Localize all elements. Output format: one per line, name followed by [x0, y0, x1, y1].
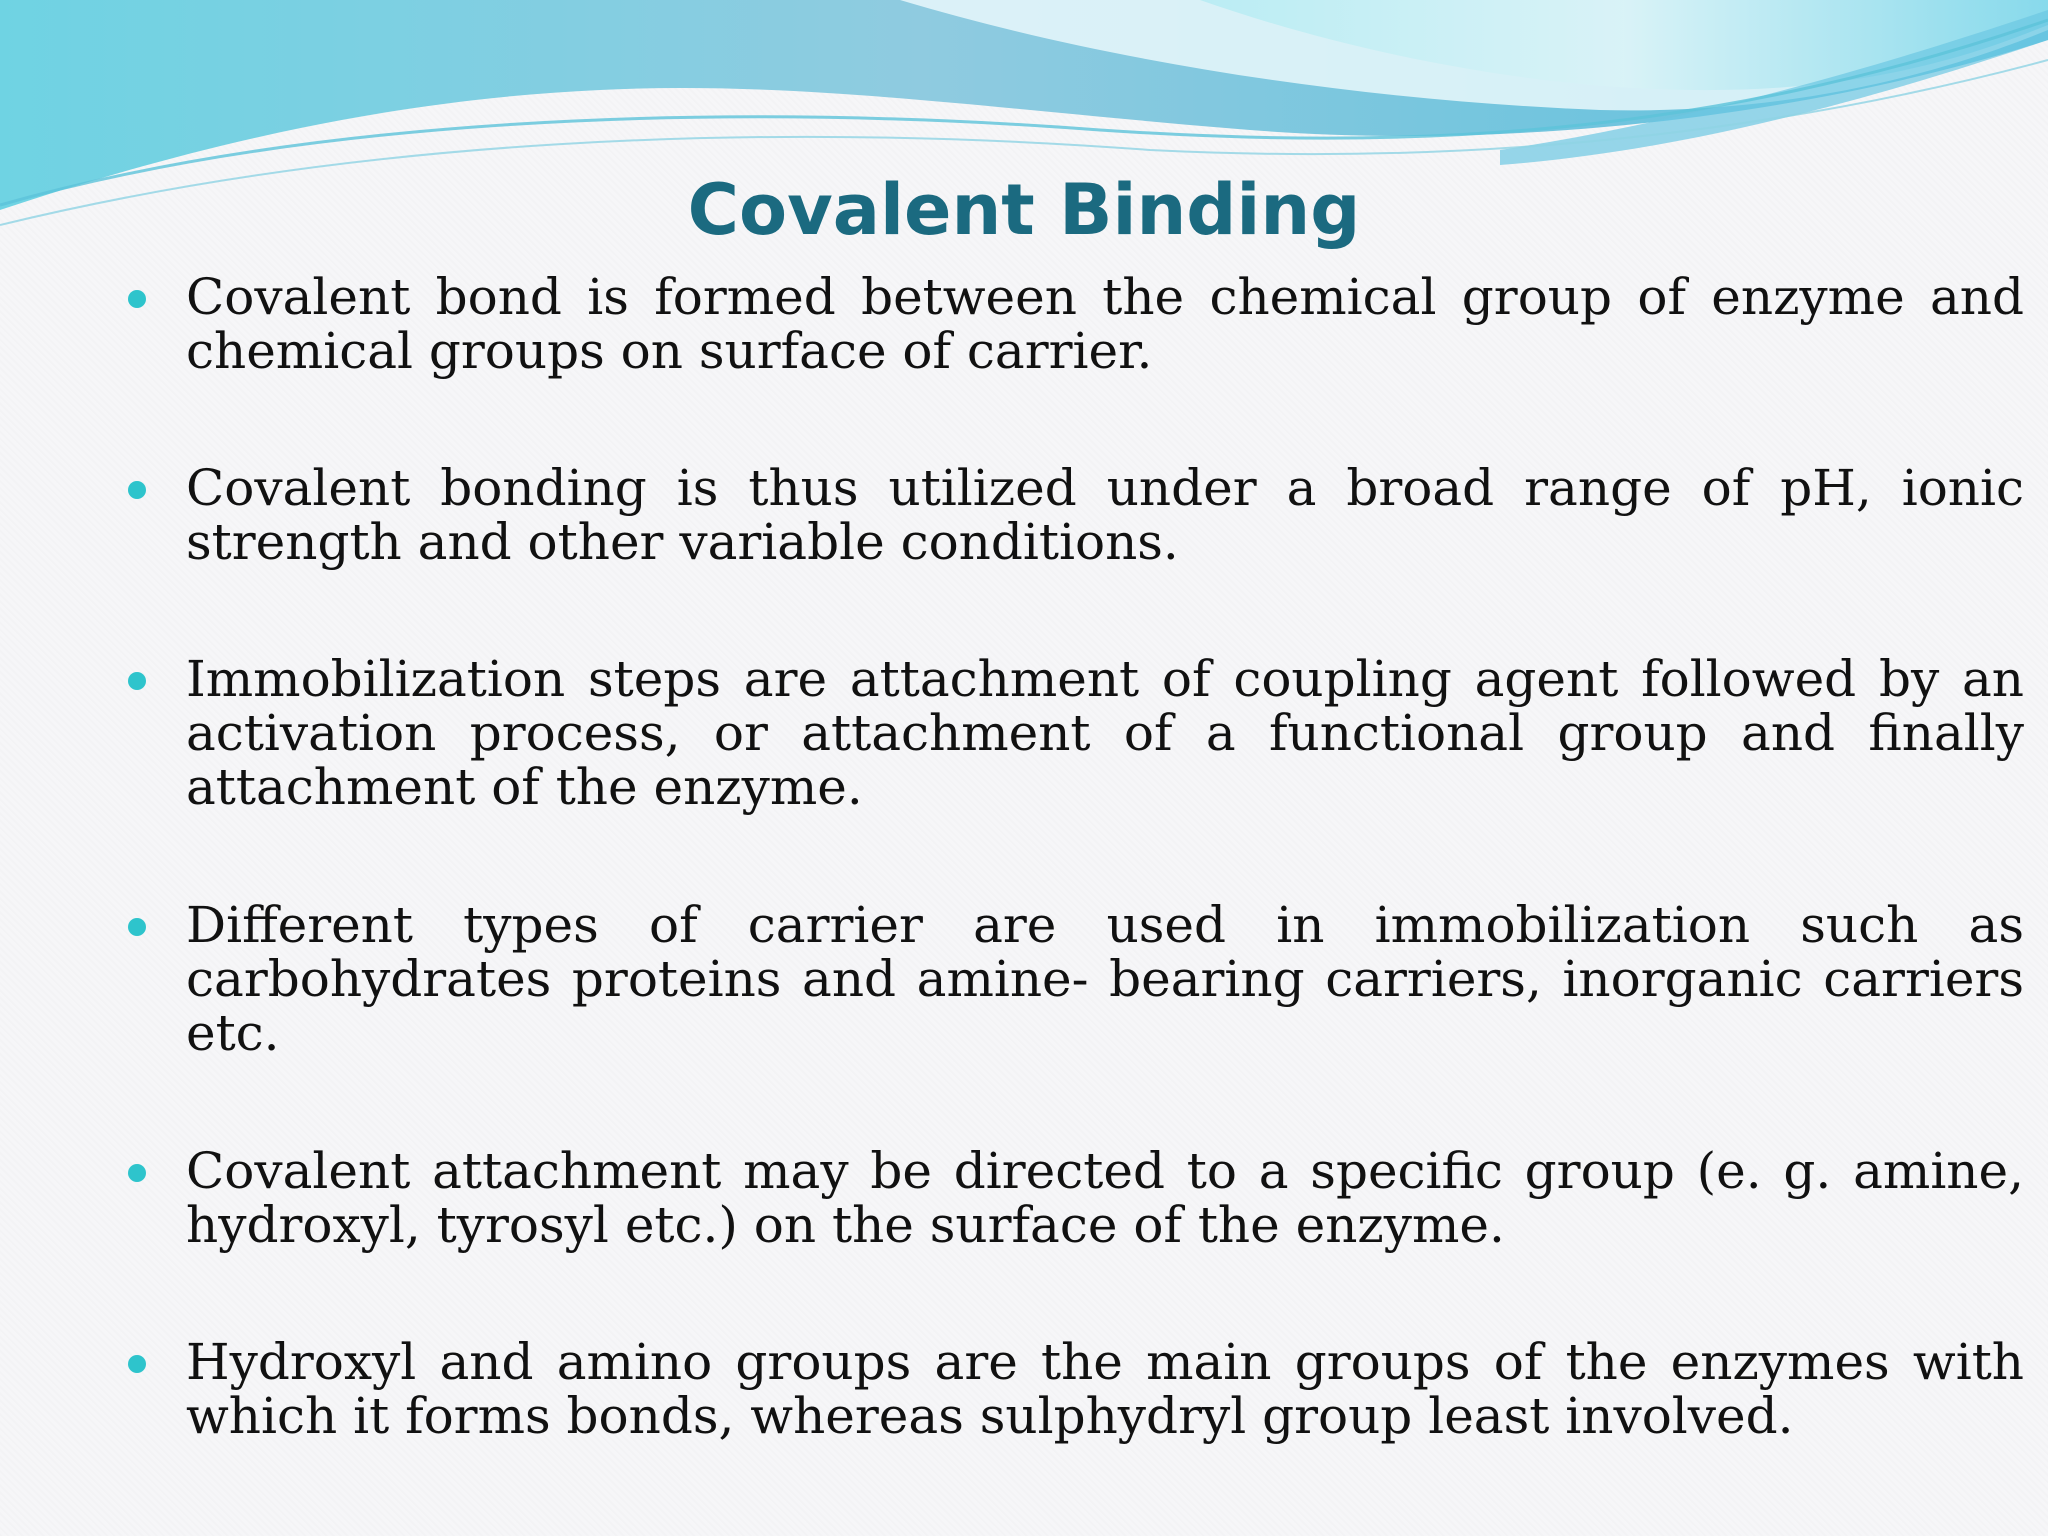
slide-title: Covalent Binding [687, 169, 1361, 251]
bullet-text: Hydroxyl and amino groups are the main groups of the enzymes with which it forms bonds, whereas sulphydryl group least involved. [186, 1333, 2024, 1445]
bullet-text: Covalent attachment may be directed to a specific group (e. g. amine, hydroxyl, tyrosyl etc.) on the surface of the enzyme. [186, 1142, 2024, 1254]
bullet-dot-icon [128, 672, 146, 690]
bullet-dot-icon [128, 918, 146, 936]
bullet-item [126, 461, 2024, 569]
bullet-dot-icon [128, 481, 146, 499]
bullet-item [126, 270, 2024, 378]
bullet-text: Covalent bonding is thus utilized under a broad range of pH, ionic strength and other variable conditions. [186, 459, 2024, 571]
bullet-dot-icon [128, 1355, 146, 1373]
bullet-dot-icon [128, 290, 146, 308]
bullet-text: Covalent bond is formed between the chemical group of enzyme and chemical groups on surface of carrier. [186, 268, 2024, 380]
bullet-item [126, 898, 2024, 1060]
bullet-item [126, 1335, 2024, 1443]
bullet-dot-icon [128, 1164, 146, 1182]
bullet-item [126, 652, 2024, 814]
bullet-text: Different types of carrier are used in immobilization such as carbohydrates proteins and amine- bearing carriers, inorganic carriers etc. [186, 896, 2024, 1062]
bullet-item [126, 1144, 2024, 1252]
bullet-text: Immobilization steps are attachment of coupling agent followed by an activation process, or attachment of a functional group and finally attachment of the enzyme. [186, 650, 2024, 816]
